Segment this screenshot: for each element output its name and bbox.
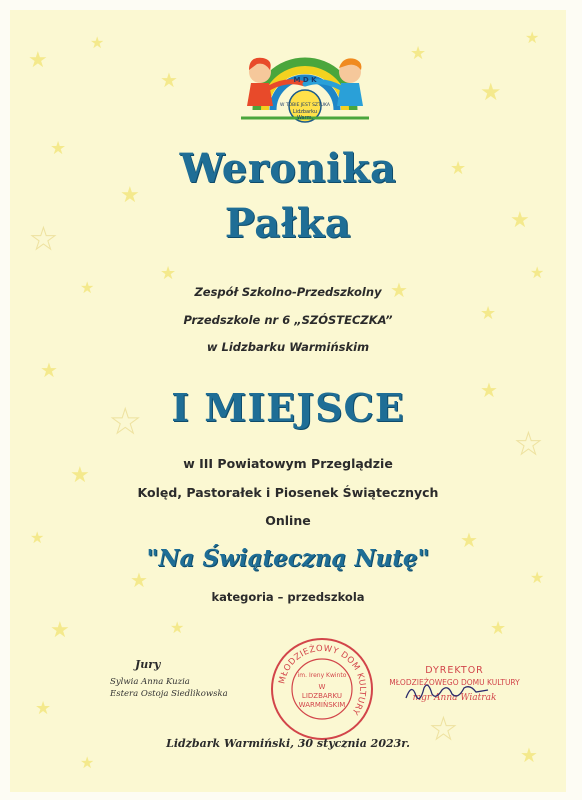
jury-member: Sylwia Anna Kuzia: [110, 677, 190, 687]
star-icon: ★: [40, 358, 58, 382]
stamp-center-line3: WARMIŃSKIM: [298, 701, 346, 709]
star-outline-icon: ★: [30, 222, 57, 257]
director-title: DYREKTOR: [425, 665, 484, 676]
star-icon: ★: [50, 138, 67, 159]
star-icon: ★: [490, 618, 507, 639]
jury-label: Jury: [135, 658, 161, 671]
institution-line3: w Lidzbarku Warmińskim: [206, 340, 370, 354]
star-icon: ★: [460, 528, 478, 552]
award-line1: w III Powiatowym Przeglądzie: [183, 456, 393, 471]
logo-town-line2: Warm.: [296, 115, 314, 121]
star-icon: ★: [160, 263, 177, 284]
star-outline-icon: ★: [110, 402, 141, 442]
stamp-sub-text: im. Ireny Kwinto: [297, 672, 347, 679]
institution-stamp: [268, 635, 376, 743]
recipient-last-name: Pałka: [224, 200, 352, 247]
star-icon: ★: [530, 263, 545, 282]
star-icon: ★: [28, 48, 48, 73]
star-icon: ★: [120, 183, 140, 208]
stamp-center-line2: LIDZBARKU: [301, 692, 343, 700]
director-signature: [402, 678, 492, 706]
star-outline-icon: ★: [430, 712, 457, 747]
award-line2: Kolęd, Pastorałek i Piosenek Świątecznych: [137, 485, 439, 500]
award-category: kategoria – przedszkola: [211, 590, 365, 604]
star-icon: ★: [160, 68, 178, 92]
star-icon: ★: [390, 278, 408, 302]
star-icon: ★: [525, 28, 540, 47]
mdk-logo: [235, 48, 375, 126]
stamp-ring-text: MŁODZIEŻOWY DOM KULTURY: [277, 643, 368, 717]
award-place: I MIEJSCE: [171, 385, 405, 430]
star-outline-icon: ★: [515, 427, 542, 462]
star-icon: ★: [90, 33, 105, 52]
star-icon: ★: [70, 463, 90, 488]
star-icon: ★: [510, 208, 530, 233]
star-icon: ★: [80, 753, 95, 772]
star-icon: ★: [480, 378, 498, 402]
star-icon: ★: [35, 698, 52, 719]
stamp-center-line1: W: [318, 683, 326, 691]
star-icon: ★: [50, 618, 70, 643]
star-icon: ★: [30, 528, 45, 547]
jury-member: Estera Ostoja Siedlikowska: [110, 689, 228, 699]
institution-line2: Przedszkole nr 6 „SZÓSTECZKA”: [183, 313, 393, 327]
star-icon: ★: [450, 158, 467, 179]
star-icon: ★: [410, 43, 427, 64]
director-org: MŁODZIEŻOWEGO DOMU KULTURY: [389, 678, 520, 687]
recipient-first-name: Weronika: [179, 145, 397, 192]
star-icon: ★: [80, 278, 95, 297]
place-and-date: Lidzbark Warmiński, 30 stycznia 2023r.: [166, 737, 410, 750]
logo-ring-text: M D K: [293, 76, 317, 84]
star-icon: ★: [530, 568, 545, 587]
jury-block: [110, 658, 270, 699]
logo-town-line1: Lidzbarku: [292, 109, 318, 115]
star-icon: ★: [170, 618, 185, 637]
director-name: mgr Anna Wiatrak: [412, 693, 497, 703]
event-title: "Na Świąteczną Nutę": [146, 545, 430, 572]
star-icon: ★: [130, 568, 148, 592]
diploma-page: [10, 10, 566, 792]
logo-arc-text: W TOBIE JEST SZTUKA: [280, 103, 330, 108]
award-line3: Online: [265, 513, 311, 528]
star-icon: ★: [520, 743, 538, 767]
star-icon: ★: [480, 303, 497, 324]
star-icon: ★: [480, 78, 502, 106]
institution-line1: Zespół Szkolno-Przedszkolny: [194, 285, 382, 299]
